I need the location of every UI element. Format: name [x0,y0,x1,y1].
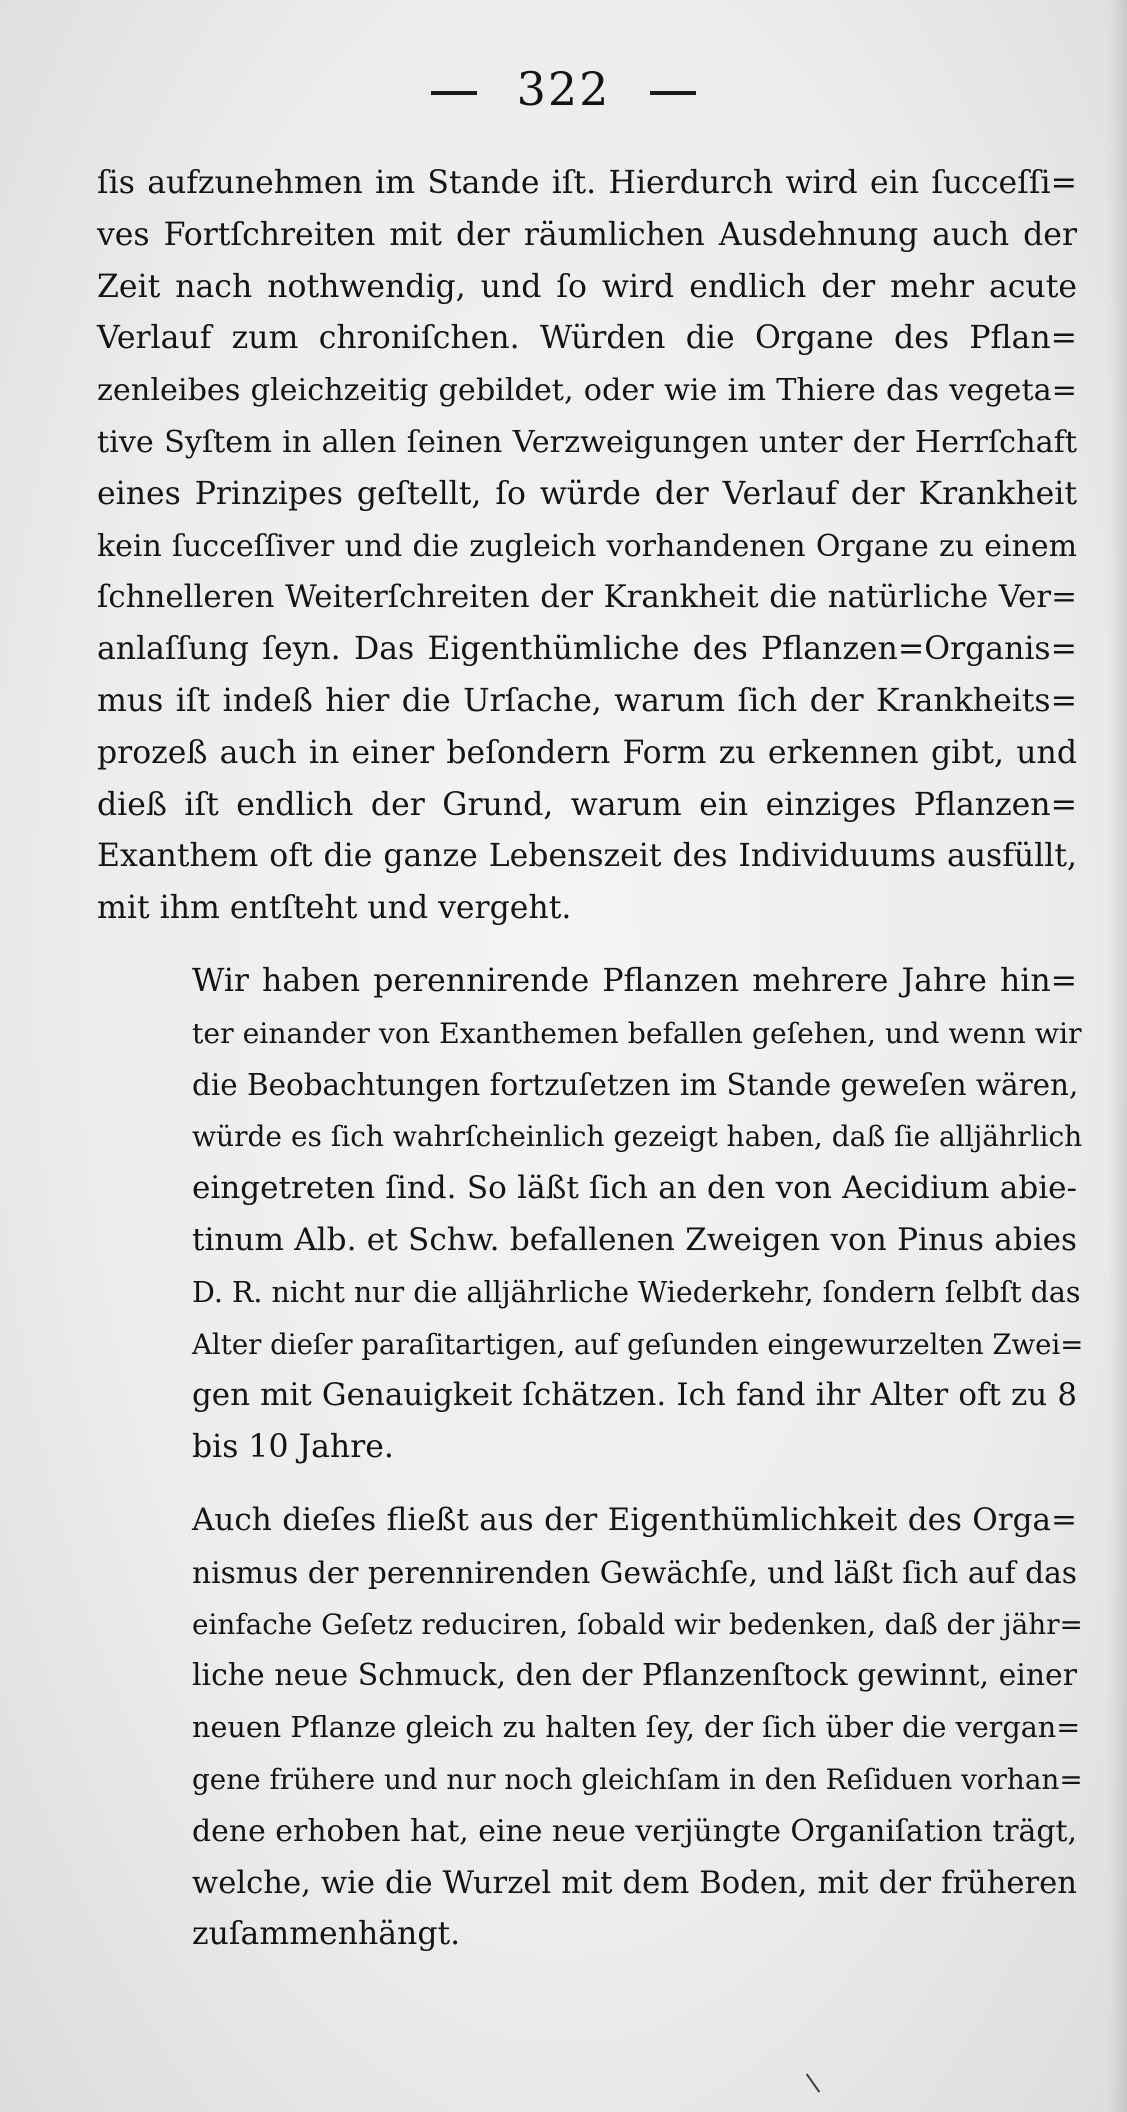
text-line: eines Prinzipes geſtellt, ſo würde der Verlauf der Krankheit [97,475,1077,512]
text-line: Auch dieſes fließt aus der Eigenthümlichkeit des Orga= [192,1501,1077,1538]
text-line: ſis aufzunehmen im Stande iſt. Hierdurch wird ein ſucceſſi= [97,165,1077,201]
header-dash-left [431,91,477,95]
text-line: einfache Geſetz reduciren, ſobald wir bedenken, daß der jähr= [192,1607,1083,1641]
text-line: Wir haben perennirende Pflanzen mehrere Jahre hin= [192,962,1077,999]
text-line: zenleibes gleichzeitig gebildet, oder wie im Thiere das vegeta= [97,373,1077,409]
text-line: die Beobachtungen fortzuſetzen im Stande geweſen wären, [192,1067,1079,1102]
text-line: mit ihm entſteht und vergeht. [97,890,572,927]
page-number: 322 [516,62,611,116]
ink-mark [806,2073,820,2092]
text-line: liche neue Schmuck, den der Pflanzenſtock gewinnt, einer [192,1658,1077,1694]
text-line: eingetreten ſind. So läßt ſich an den von Aecidium abie- [192,1170,1077,1207]
text-line: D. R. nicht nur die alljährliche Wiederkehr, ſondern ſelbſt das [192,1275,1081,1309]
paragraph-1 [97,158,1077,935]
text-line: mus iſt indeß hier die Urſache, warum ſich der Krankheits= [97,682,1077,719]
text-line: Zeit nach nothwendig, und ſo wird endlich der mehr acute [97,268,1077,305]
text-line: nismus der perennirenden Gewächſe, und läßt ſich auf das [192,1554,1077,1590]
text-line: würde es ſich wahrſcheinlich gezeigt haben, daß ſie alljährlich [192,1120,1083,1154]
text-line: ter einander von Exanthemen befallen geſehen, und wenn wir [192,1016,1082,1050]
page-header [0,62,1127,116]
text-line: bis 10 Jahre. [192,1429,394,1466]
text-line: zuſammenhängt. [192,1916,461,1953]
text-line: anlaſſung ſeyn. Das Eigenthümliche des Pflanzen=Organis= [97,631,1077,668]
text-line: tive Syſtem in allen ſeinen Verzweigungen unter der Herrſchaft [97,424,1077,460]
text-line: welche, wie die Wurzel mit dem Boden, mit der früheren [192,1865,1077,1901]
text-line: ves Fortſchreiten mit der räumlichen Ausdehnung auch der [97,216,1077,253]
text-line: Exanthem oft die ganze Lebenszeit des Individuums ausfüllt, [97,838,1077,875]
text-line: dieß iſt endlich der Grund, warum ein einziges Pflanzen= [97,786,1077,823]
page-edge-shadow [1109,0,1127,2112]
header-dash-right [650,91,696,95]
paragraph-2 [97,956,1084,1474]
text-line: gen mit Genauigkeit ſchätzen. Ich fand ihr Alter oft zu 8 [192,1377,1077,1414]
text-line: Alter dieſer paraſitartigen, auf geſunden eingewurzelten Zwei= [192,1327,1084,1361]
text-line: gene frühere und nur noch gleichſam in den Reſiduen vorhan= [192,1762,1083,1796]
text-line: ſchnelleren Weiterſchreiten der Krankheit die natürliche Ver= [97,579,1077,616]
text-line: tinum Alb. et Schw. befallenen Zweigen von Pinus abies [192,1221,1077,1258]
body-text [97,158,1084,1961]
text-line: dene erhoben hat, eine neue verjüngte Organiſation trägt, [192,1813,1077,1849]
text-line: Verlauf zum chroniſchen. Würden die Organe des Pflan= [97,320,1077,357]
text-line: neuen Pflanze gleich zu halten ſey, der ſich über die vergan= [192,1710,1081,1745]
text-line: kein ſucceſſiver und die zugleich vorhandenen Organe zu einem [97,528,1077,564]
paragraph-3 [97,1495,1083,1961]
text-line: prozeß auch in einer beſondern Form zu erkennen gibt, und [97,734,1077,771]
